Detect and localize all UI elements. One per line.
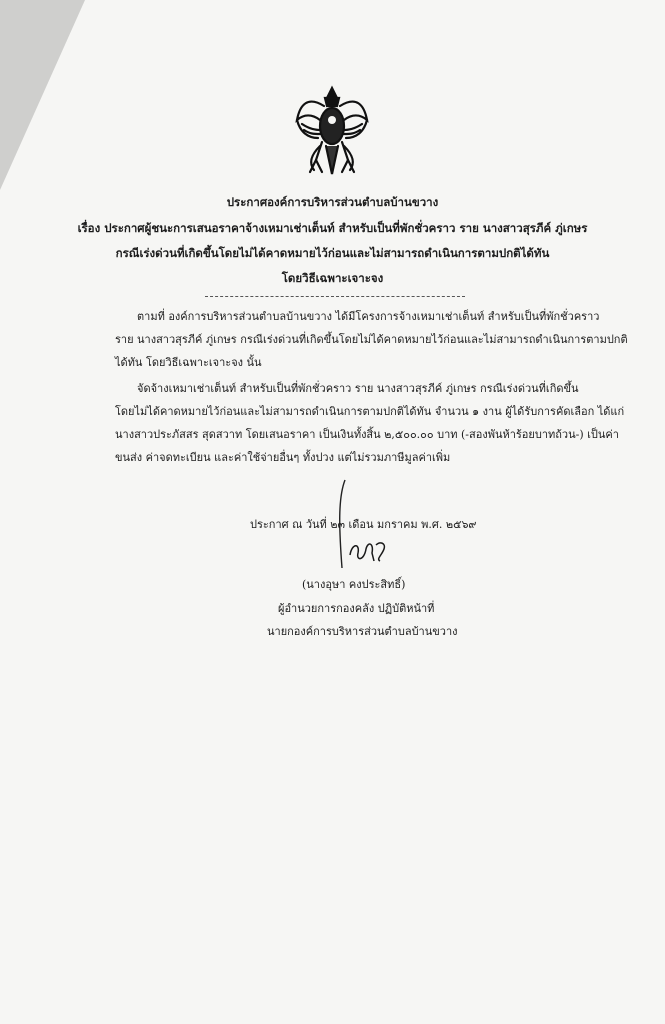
subject-line-2: กรณีเร่งด่วนที่เกิดขึ้นโดยไม่ได้คาดหมายไว้ก่อนและไม่สามารถดำเนินการตามปกติได้ทัน xyxy=(115,246,550,260)
paragraph-line: ตามที่ องค์การบริหารส่วนตำบลบ้านขวาง ได้มีโครงการจ้างเหมาเช่าเต็นท์ สำหรับเป็นที่พักชั่วคราว xyxy=(137,310,600,323)
page-fold-shadow xyxy=(0,0,85,190)
paragraph-1 xyxy=(115,305,628,374)
paragraph-line: นางสาวประภัสสร สุดสวาท โดยเสนอราคา เป็นเงินทั้งสิ้น ๒,๕๐๐.๐๐ บาท (-สองพันห้าร้อยบาทถ้วน-) เป็นค่า xyxy=(115,428,619,441)
subject-line-3: โดยวิธีเฉพาะเจาะจง xyxy=(281,271,384,285)
handwritten-signature xyxy=(346,535,390,565)
signer-title-2: นายกองค์การบริหารส่วนตำบลบ้านขวาง xyxy=(267,625,458,638)
paragraph-line: จัดจ้างเหมาเช่าเต็นท์ สำหรับเป็นที่พักชั่วคราว ราย นางสาวสุรภีค์ ภู่เกษร กรณีเร่งด่วนที่เกิดขึ้น xyxy=(137,382,579,395)
garuda-emblem xyxy=(294,84,370,176)
announcement-date: ประกาศ ณ วันที่ ๒๓ เดือน มกราคม พ.ศ. ๒๕๖๙ xyxy=(250,518,477,531)
paragraph-2 xyxy=(115,377,625,469)
document-title: ประกาศองค์การบริหารส่วนตำบลบ้านขวาง xyxy=(226,195,439,209)
paragraph-line: ได้ทัน โดยวิธีเฉพาะเจาะจง นั้น xyxy=(115,356,262,369)
separator-rule xyxy=(205,296,465,297)
signer-name: (นางอุษา คงประสิทธิ์) xyxy=(302,578,406,591)
signer-title: ผู้อำนวยการกองคลัง ปฏิบัติหน้าที่ xyxy=(278,602,435,615)
subject-line: เรื่อง ประกาศผู้ชนะการเสนอราคาจ้างเหมาเช่าเต็นท์ สำหรับเป็นที่พักชั่วคราว ราย นางสาวสุรภีค์ ภู่เกษร xyxy=(77,221,588,235)
paragraph-line: ราย นางสาวสุรภีค์ ภู่เกษร กรณีเร่งด่วนที่เกิดขึ้นโดยไม่ได้คาดหมายไว้ก่อนและไม่สามารถดำเนินการตามปกติ xyxy=(115,333,628,346)
paragraph-line: โดยไม่ได้คาดหมายไว้ก่อนและไม่สามารถดำเนินการตามปกติได้ทัน จำนวน ๑ งาน ผู้ได้รับการคัดเลือก ได้แก่ xyxy=(115,405,625,418)
paragraph-line: ขนส่ง ค่าจดทะเบียน และค่าใช้จ่ายอื่นๆ ทั้งปวง แต่ไม่รวมภาษีมูลค่าเพิ่ม xyxy=(115,451,451,464)
